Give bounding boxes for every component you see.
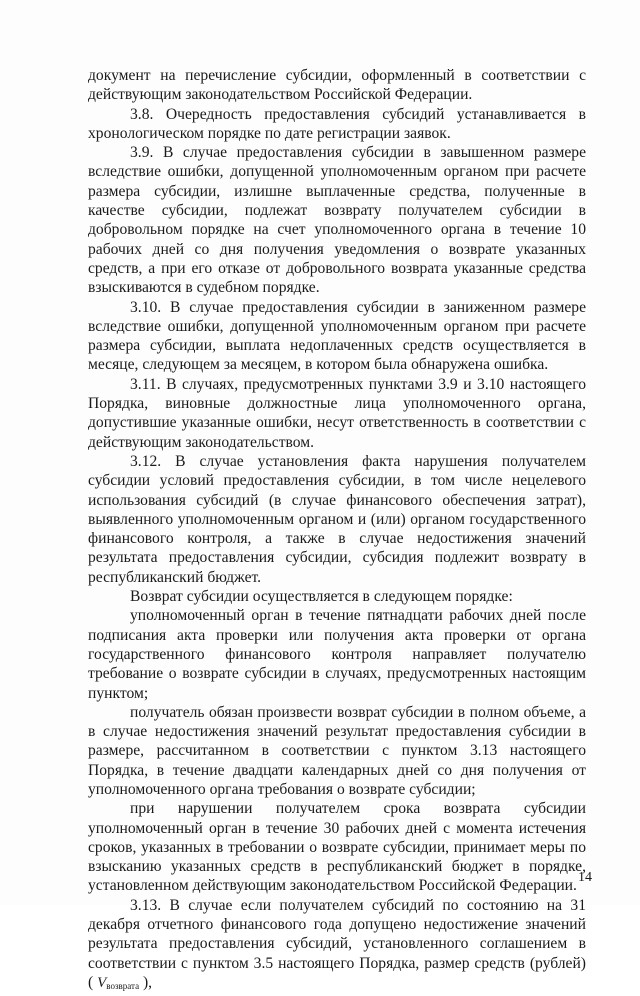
paragraph-refund-step-2: получатель обязан произвести возврат субсидии в полном объеме, а в случае недостижения значений результат предоставления субсидии в размере, рассчитанном в соответствии с пунктом 3.13 настоящего Порядка, в течение двадцати календарных дней со дня получения от уполномоченного органа требования о возврате субсидии;	[88, 703, 586, 798]
paragraph-3-13-tail: ),	[142, 973, 153, 991]
paragraph-3-12: 3.12. В случае установления факта нарушения получателем субсидии условий предоставления субсидии, в том числе нецелевого использования субсидий (в случае финансового обеспечения затрат), выявленного уполномоченным органом и (или) органом государственного финансового контроля, а также в случае недостижения значений результата предоставления субсидии, субсидия подлежит возврату в республиканский бюджет.	[88, 452, 586, 586]
paragraph-3-11: 3.11. В случаях, предусмотренных пунктами 3.9 и 3.10 настоящего Порядка, виновные должностные лица уполномоченного органа, допустившие указанные ошибки, несут ответственность в соответствии с действующим законодательством.	[88, 375, 586, 451]
paragraph-3-13-text: 3.13. В случае если получателем субсидий по состоянию на 31 декабря отчетного финансового года допущено недостижение значений результата предоставления субсидий, установленного соглашением в соответствии с пунктом 3.5 настоящего Порядка, размер средств (рублей) (	[88, 896, 586, 991]
formula-v-refund	[97, 975, 139, 991]
paragraph-3-13	[88, 896, 586, 996]
paragraph-3-9: 3.9. В случае предоставления субсидии в завышенном размере вследствие ошибки, допущенной уполномоченным органом при расчете размера субсидии, излишне выплаченные средства, полученные в качестве субсидии, подлежат возврату получателем субсидии в добровольном порядке на счет уполномоченного органа в течение 10 рабочих дней со дня получения уведомления о возврате указанных средств, а при его отказе от добровольного возврата указанные средства взыскиваются в судебном порядке.	[88, 144, 586, 297]
page-number: 14	[578, 870, 592, 885]
paragraph-refund-step-3: при нарушении получателем срока возврата субсидии уполномоченный орган в течение 30 рабочих дней с момента истечения сроков, указанных в требовании о возврате субсидии, принимает меры по взысканию указанных средств в республиканский бюджет в порядке, установленном действующим законодательством Российской Федерации.	[88, 800, 586, 895]
formula-variable: V	[97, 974, 107, 991]
paragraph-refund-step-1: уполномоченный орган в течение пятнадцати рабочих дней после подписания акта проверки или получения акта проверки от органа государственного финансового контроля направляет получателю требование о возврате субсидии в случаях, предусмотренных настоящим пунктом;	[88, 607, 586, 702]
paragraph-refund-order: Возврат субсидии осуществляется в следующем порядке:	[130, 588, 513, 606]
paragraph-continuation: документ на перечисление субсидии, оформленный в соответствии с действующим законодательством Российской Федерации.	[88, 67, 586, 104]
paragraph-3-10: 3.10. В случае предоставления субсидии в заниженном размере вследствие ошибки, допущенной уполномоченным органом при расчете размера субсидии, выплата недоплаченных средств осуществляется в месяце, следующем за месяцем, в котором была обнаружена ошибка.	[88, 298, 586, 374]
formula-subscript: возврата	[106, 980, 140, 991]
paragraph-3-8: 3.8. Очередность предоставления субсидий устанавливается в хронологическом порядке по дате регистрации заявок.	[88, 105, 586, 142]
